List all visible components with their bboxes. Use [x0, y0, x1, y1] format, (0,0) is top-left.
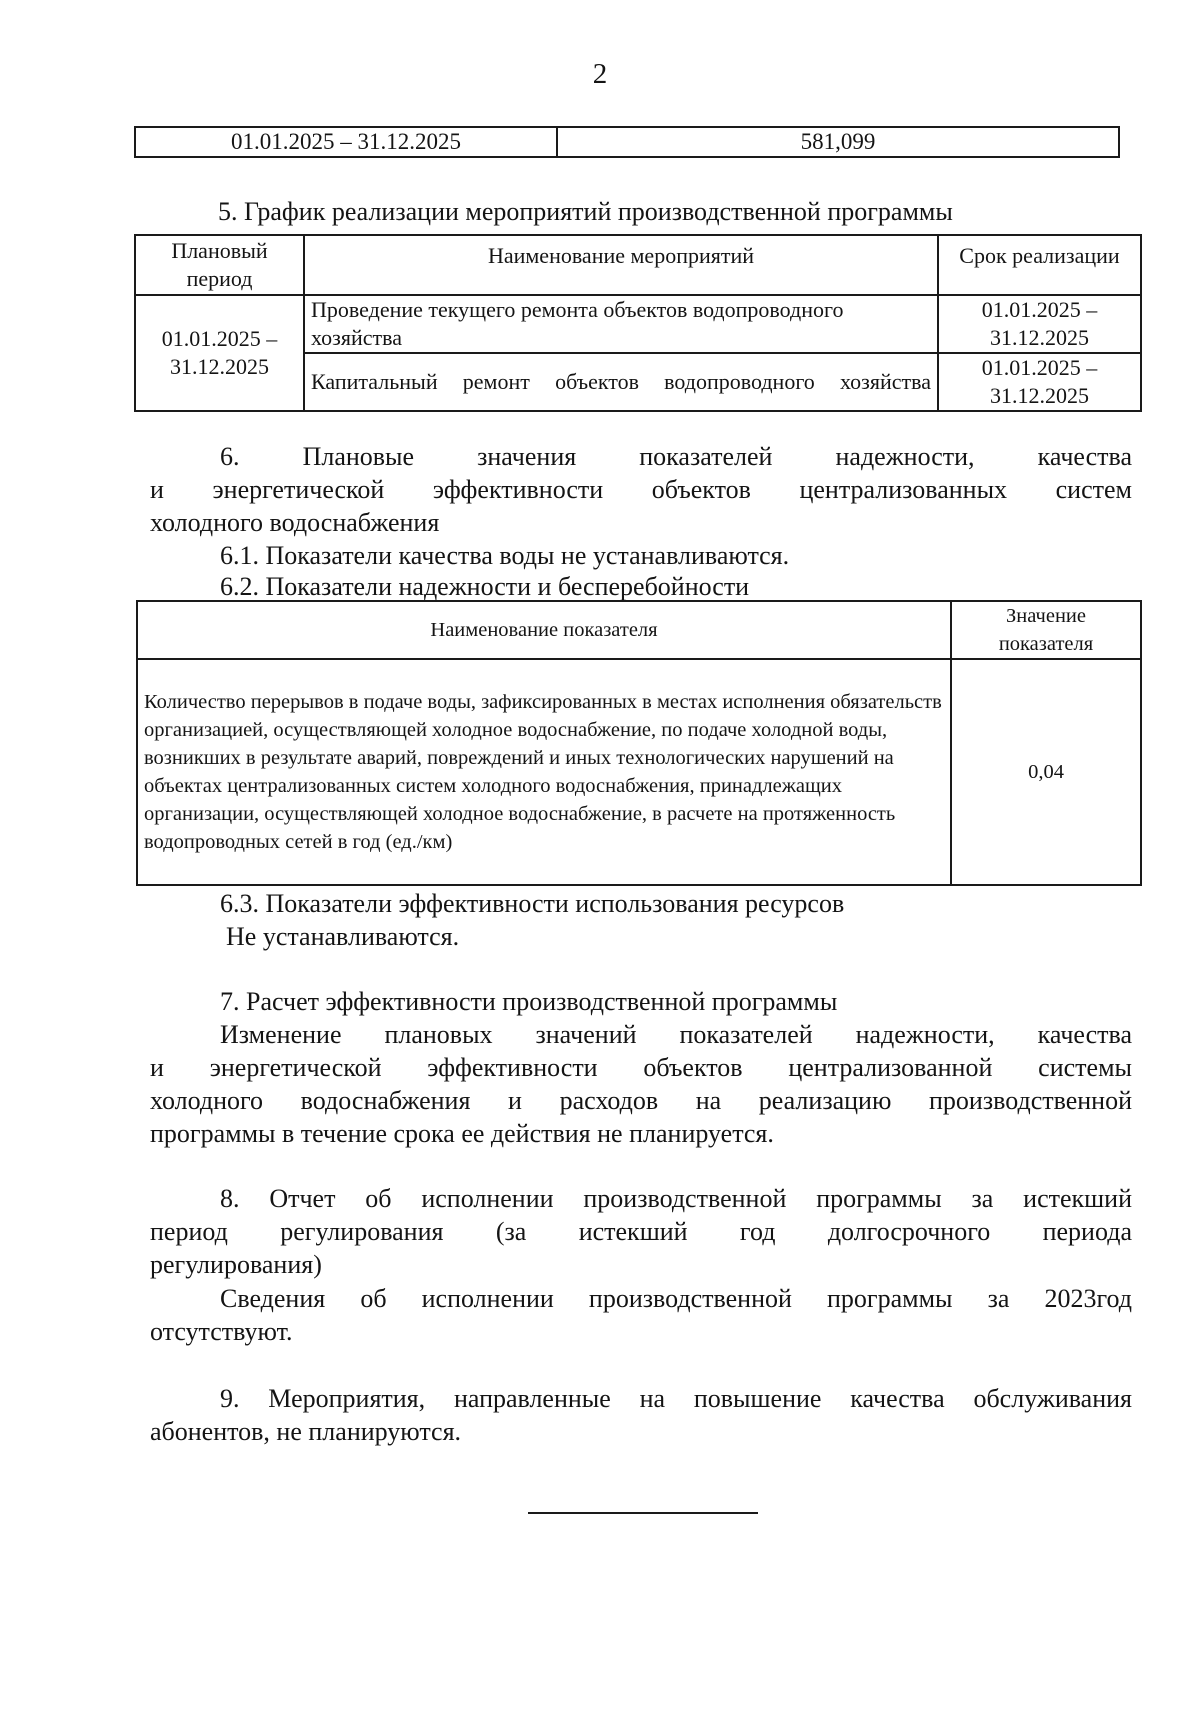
page-number: 2 — [592, 58, 608, 90]
table-header-row — [135, 235, 1141, 295]
section8-title — [150, 1182, 1132, 1281]
section5-title: 5. График реализации мероприятий производственной программы — [218, 197, 953, 226]
text-line: 9. Мероприятия, направленные на повышение качества обслуживания — [220, 1384, 1132, 1413]
section6-2: 6.2. Показатели надежности и бесперебойности — [220, 572, 750, 601]
schedule-period-cell: 01.01.2025 – 31.12.2025 — [135, 295, 304, 411]
text-line: 8. Отчет об исполнении производственной программы за истекший — [220, 1184, 1132, 1213]
section6-3-text: Не устанавливаются. — [226, 922, 460, 951]
header-term: Срок реализации — [938, 235, 1141, 295]
table-row — [135, 127, 1119, 157]
reliability-table — [136, 600, 1142, 886]
header-name: Наименование мероприятий — [304, 235, 938, 295]
text-line: Изменение плановых значений показателей надежности, качества — [220, 1020, 1132, 1049]
section6-1: 6.1. Показатели качества воды не устанавливаются. — [220, 541, 790, 570]
section7-text — [150, 1018, 1132, 1150]
schedule-table — [134, 234, 1142, 412]
section6-3: 6.3. Показатели эффективности использования ресурсов — [220, 889, 845, 918]
text-line: 6. Плановые значения показателей надежности, качества — [220, 442, 1132, 471]
schedule-item-text: Капитальный ремонт объектов водопроводного хозяйства — [311, 369, 931, 394]
section6-title — [150, 440, 1132, 539]
text-line: регулирования) — [150, 1250, 322, 1279]
schedule-item-name — [304, 295, 938, 353]
schedule-item-term: 01.01.2025 – 31.12.2025 — [938, 295, 1141, 353]
text-line: период регулирования (за истекший год долгосрочного периода — [150, 1217, 1132, 1246]
text-line: программы в течение срока ее действия не планируется. — [150, 1119, 774, 1148]
text-line: холодного водоснабжения — [150, 508, 440, 537]
text-line: и энергетической эффективности объектов централизованных систем — [150, 475, 1132, 504]
value-cell: 581,099 — [557, 127, 1119, 157]
header-indicator-value: Значение показателя — [951, 601, 1141, 659]
section7-title: 7. Расчет эффективности производственной программы — [220, 987, 838, 1016]
schedule-item-text: Проведение текущего ремонта объектов водопроводного хозяйства — [311, 297, 844, 350]
text-line: Сведения об исполнении производственной программы за 2023год — [220, 1284, 1132, 1313]
schedule-item-term: 01.01.2025 – 31.12.2025 — [938, 353, 1141, 411]
header-period: Плановый период — [135, 235, 304, 295]
section9 — [150, 1382, 1132, 1448]
indicator-value-cell: 0,04 — [951, 659, 1141, 885]
tariff-period-table — [134, 126, 1120, 158]
table-header-row — [137, 601, 1141, 659]
text-line: абонентов, не планируются. — [150, 1417, 462, 1446]
table-row — [135, 295, 1141, 353]
period-cell: 01.01.2025 – 31.12.2025 — [135, 127, 557, 157]
section8-text — [150, 1282, 1132, 1348]
text-line: холодного водоснабжения и расходов на реализацию производственной — [150, 1086, 1132, 1115]
table-row — [137, 659, 1141, 885]
header-indicator-name: Наименование показателя — [137, 601, 951, 659]
closing-rule — [528, 1512, 758, 1514]
indicator-name-cell: Количество перерывов в подаче воды, зафиксированных в местах исполнения обязательств организацией, осуществляющей холодное водоснабжение, по подаче холодной воды, возникших в результате аварий, повреждений и иных технологических нарушений на объектах централизованных систем холодного водоснабжения, принадлежащих организации, осуществляющей холодное водоснабжение, в расчете на протяженность водопроводных сетей в год (ед./км) — [137, 659, 951, 885]
text-line: отсутствуют. — [150, 1317, 293, 1346]
text-line: и энергетической эффективности объектов централизованной системы — [150, 1053, 1132, 1082]
schedule-item-name — [304, 353, 938, 411]
